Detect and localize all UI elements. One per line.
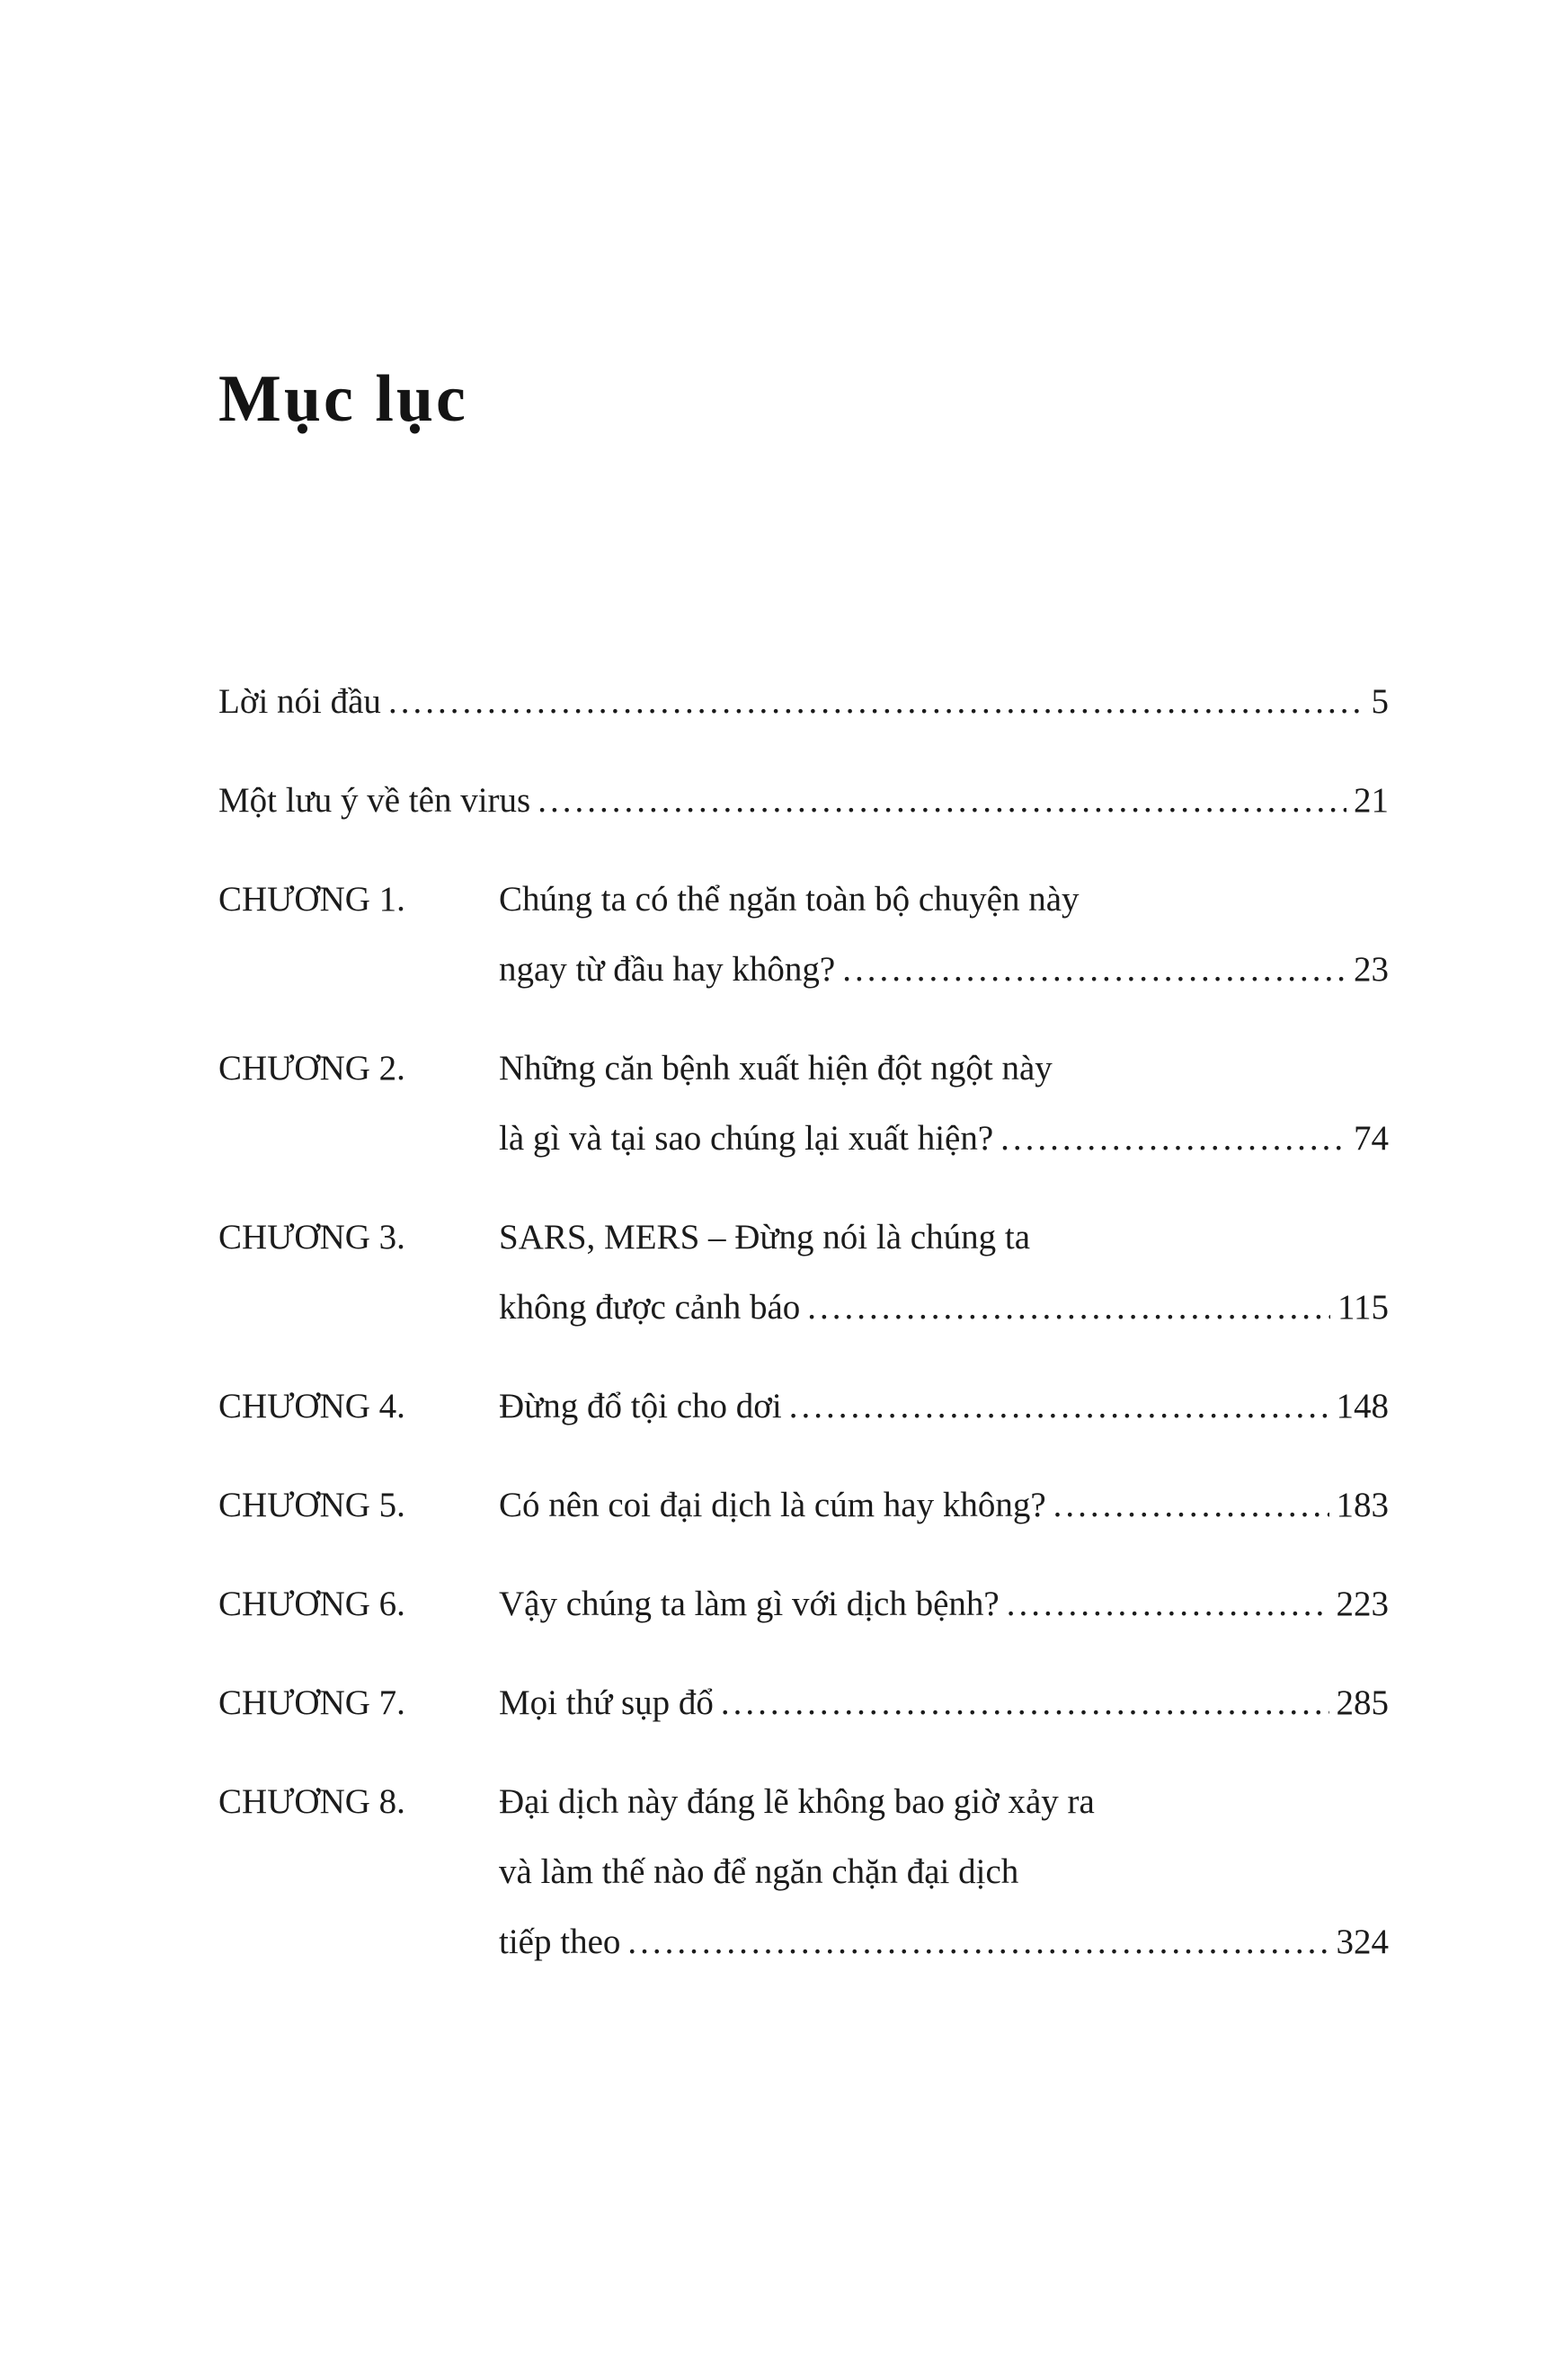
page-number: 183 xyxy=(1336,1486,1389,1524)
entry-body xyxy=(499,865,1389,1005)
entry-last-line xyxy=(499,1372,1389,1442)
entry-title-text: là gì và tại sao chúng lại xuất hiện? xyxy=(499,1119,994,1158)
page-number: 21 xyxy=(1354,781,1389,820)
page-title: Mục lục xyxy=(218,362,468,436)
entry-title-text: tiếp theo xyxy=(499,1923,621,1961)
entry-title-text: Mọi thứ sụp đổ xyxy=(499,1683,714,1722)
page-number: 324 xyxy=(1336,1923,1389,1961)
page-number: 23 xyxy=(1354,950,1389,989)
dot-leader xyxy=(388,667,1364,737)
toc-entry xyxy=(218,1372,1389,1442)
entry-body xyxy=(218,667,1389,737)
entry-title-line: SARS, MERS – Đừng nói là chúng ta xyxy=(499,1218,1030,1257)
entry-last-line xyxy=(499,935,1389,1005)
entry-last-line xyxy=(218,766,1389,836)
toc-entry xyxy=(218,1034,1389,1174)
entry-body xyxy=(218,766,1389,836)
dot-leader xyxy=(1000,1104,1346,1174)
table-of-contents xyxy=(218,667,1389,2006)
chapter-label: CHƯƠNG 4. xyxy=(218,1387,405,1425)
entry-body xyxy=(499,1767,1389,1977)
entry-title-line: Những căn bệnh xuất hiện đột ngột này xyxy=(499,1049,1053,1088)
toc-entry xyxy=(218,1668,1389,1738)
dot-leader xyxy=(721,1668,1329,1738)
page-number: 285 xyxy=(1336,1683,1389,1722)
entry-last-line xyxy=(218,667,1389,737)
chapter-label: CHƯƠNG 5. xyxy=(218,1486,405,1524)
toc-entry xyxy=(218,1569,1389,1639)
page-number: 115 xyxy=(1337,1288,1389,1327)
entry-title-text: Đừng đổ tội cho dơi xyxy=(499,1387,782,1425)
dot-leader xyxy=(538,766,1346,836)
toc-entry xyxy=(218,1203,1389,1343)
dot-leader xyxy=(1053,1470,1329,1541)
entry-body xyxy=(499,1470,1389,1541)
chapter-label: CHƯƠNG 3. xyxy=(218,1218,405,1257)
entry-body xyxy=(499,1203,1389,1343)
chapter-label: CHƯƠNG 2. xyxy=(218,1049,405,1088)
toc-entry xyxy=(218,1767,1389,1977)
chapter-label: CHƯƠNG 7. xyxy=(218,1683,405,1722)
entry-last-line xyxy=(499,1569,1389,1639)
chapter-label: CHƯƠNG 8. xyxy=(218,1782,405,1821)
dot-leader xyxy=(627,1907,1329,1977)
entry-title-line: và làm thế nào để ngăn chặn đại dịch xyxy=(499,1852,1019,1891)
entry-body xyxy=(499,1569,1389,1639)
entry-title-text: Có nên coi đại dịch là cúm hay không? xyxy=(499,1486,1046,1524)
entry-last-line xyxy=(499,1907,1389,1977)
entry-title-text: Vậy chúng ta làm gì với dịch bệnh? xyxy=(499,1585,1000,1623)
page-number: 5 xyxy=(1371,682,1389,721)
chapter-label: CHƯƠNG 1. xyxy=(218,880,405,919)
entry-last-line xyxy=(499,1668,1389,1738)
entry-title-text: không được cảnh báo xyxy=(499,1288,801,1327)
entry-title-line: Chúng ta có thể ngăn toàn bộ chuyện này xyxy=(499,880,1080,919)
entry-body xyxy=(499,1372,1389,1442)
toc-entry xyxy=(218,1470,1389,1541)
dot-leader xyxy=(807,1273,1330,1343)
entry-title-text: Một lưu ý về tên virus xyxy=(218,781,531,820)
page-number: 223 xyxy=(1336,1585,1389,1623)
entry-title-line: Đại dịch này đáng lẽ không bao giờ xảy ra xyxy=(499,1782,1095,1821)
page-number: 74 xyxy=(1354,1119,1389,1158)
entry-last-line xyxy=(499,1104,1389,1174)
dot-leader xyxy=(789,1372,1329,1442)
dot-leader xyxy=(842,935,1346,1005)
page-number: 148 xyxy=(1336,1387,1389,1425)
toc-entry xyxy=(218,667,1389,737)
dot-leader xyxy=(1007,1569,1329,1639)
entry-last-line xyxy=(499,1470,1389,1541)
entry-body xyxy=(499,1034,1389,1174)
entry-title-text: Lời nói đầu xyxy=(218,682,381,721)
entry-title-text: ngay từ đầu hay không? xyxy=(499,950,836,989)
entry-body xyxy=(499,1668,1389,1738)
chapter-label: CHƯƠNG 6. xyxy=(218,1585,405,1623)
toc-entry xyxy=(218,865,1389,1005)
toc-entry xyxy=(218,766,1389,836)
entry-last-line xyxy=(499,1273,1389,1343)
